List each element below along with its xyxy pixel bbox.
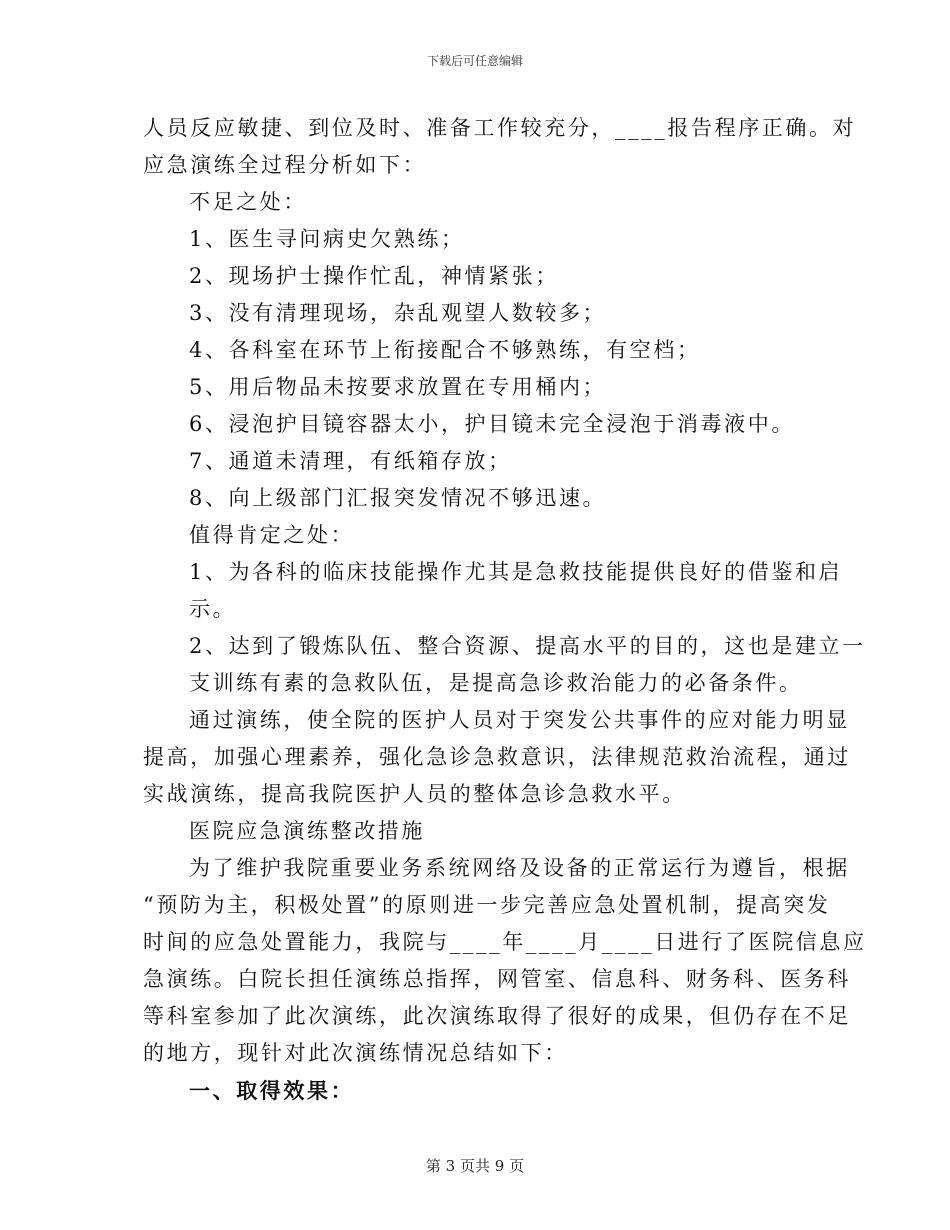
list-item: 6、浸泡护目镜容器太小，护目镜未完全浸泡于消毒液中。 bbox=[189, 412, 795, 436]
section-heading-merits: 值得肯定之处： bbox=[189, 523, 355, 547]
list-item: 1、为各科的临床技能操作尤其是急救技能提供良好的借鉴和启 bbox=[189, 560, 843, 584]
page-header: 下载后可任意编辑 bbox=[426, 54, 523, 68]
list-item: 7、通道未清理，有纸箱存放； bbox=[189, 449, 512, 473]
paragraph-line: 为了维护我院重要业务系统网络及设备的正常运行为遵旨，根据 bbox=[189, 856, 850, 880]
page-footer: 第 3 页共 9 页 bbox=[425, 1157, 525, 1175]
document-body bbox=[143, 110, 867, 1109]
list-item: 3、没有清理现场，杂乱观望人数较多； bbox=[189, 301, 607, 325]
list-item: 2、达到了锻炼队伍、整合资源、提高水平的目的，这也是建立一 bbox=[189, 634, 866, 658]
list-item: 4、各科室在环节上衔接配合不够熟练，有空档； bbox=[189, 338, 701, 362]
paragraph-line: 实战演练，提高我院医护人员的整体急诊急救水平。 bbox=[143, 782, 686, 806]
list-item: 5、用后物品未按要求放置在专用桶内； bbox=[189, 375, 607, 399]
paragraph-line: 急演练。白院长担任演练总指挥，网管室、信息科、财务科、医务科 bbox=[143, 967, 851, 991]
paragraph-line: 等科室参加了此次演练，此次演练取得了很好的成果，但仍存在不足 bbox=[143, 1004, 851, 1028]
paragraph-line: “预防为主，积极处置”的原则进一步完善应急处置机制，提高突发 bbox=[143, 893, 831, 917]
list-item: 2、现场护士操作忙乱，神情紧张； bbox=[189, 264, 559, 288]
paragraph-line: 提高，加强心理素养，强化急诊急救意识，法律规范救治流程，通过 bbox=[143, 745, 851, 769]
list-item: 8、向上级部门汇报突发情况不够迅速。 bbox=[189, 486, 607, 510]
paragraph-line: 通过演练，使全院的医护人员对于突发公共事件的应对能力明显 bbox=[189, 708, 850, 732]
section-title: 医院应急演练整改措施 bbox=[189, 819, 425, 843]
section-heading-shortcomings: 不足之处： bbox=[189, 190, 307, 214]
paragraph-line: 人员反应敏捷、到位及时、准备工作较充分，____报告程序正确。对 bbox=[143, 116, 857, 140]
paragraph-line: 应急演练全过程分析如下： bbox=[143, 153, 427, 177]
list-item-continuation: 示。 bbox=[189, 597, 237, 621]
paragraph-line: 时间的应急处置能力，我院与____年____月____日进行了医院信息应 bbox=[143, 930, 867, 954]
heading-results: 一、取得效果： bbox=[189, 1078, 355, 1103]
list-item: 1、医生寻问病史欠熟练； bbox=[189, 227, 465, 251]
paragraph-line: 的地方，现针对此次演练情况总结如下： bbox=[143, 1041, 568, 1065]
list-item-continuation: 支训练有素的急救队伍，是提高急诊救治能力的必备条件。 bbox=[189, 671, 803, 695]
